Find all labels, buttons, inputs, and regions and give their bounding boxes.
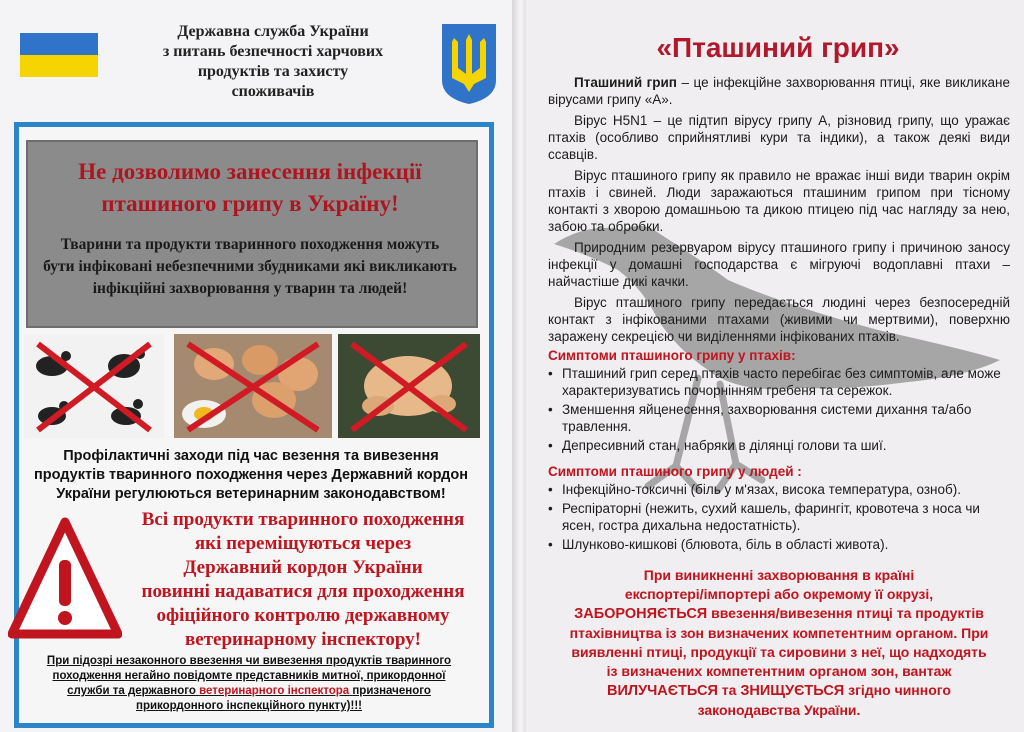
agency-line: продуктів та захисту <box>197 63 349 80</box>
prevention-line: України регулюються ветеринарним законодавством! <box>56 486 446 502</box>
notice-caps: ЗНИЩУЄТЬСЯ <box>740 683 845 699</box>
birds-symptoms-list <box>548 365 1010 456</box>
notice-text: ввезення/вивезення птиці та продуктів <box>707 605 984 621</box>
note-line: походження негайно повідомте представників митної, прикордонної <box>52 670 446 682</box>
list-item: • Інфекційно-токсичні (біль у м'язах, висока температура, озноб). <box>548 481 1010 498</box>
notice-line: офіційного контролю державному <box>156 605 450 626</box>
humans-symptoms-list <box>548 481 1010 555</box>
page-fold <box>512 0 526 732</box>
notice-text: та <box>717 682 741 698</box>
headline-line: пташиного грипу в Україну! <box>101 191 399 216</box>
notice-line: повинні надаватися для проходження <box>141 581 465 602</box>
notice-line: Державний кордон України <box>183 557 423 578</box>
note-line: прикордонного інспекційного пункту)!!! <box>136 700 362 712</box>
notice-line <box>548 681 1010 701</box>
ukraine-coat-of-arms <box>440 22 498 106</box>
notice-text: згідно чинного <box>844 682 951 698</box>
list-item: • Респіраторні (нежить, сухий кашель, фарингіт, кровотеча з носа чи ясен, гостра дихальна недостатність). <box>548 500 1010 534</box>
list-item: • Пташиний грип серед птахів часто перебігає без симптомів, але може характеризуватись почорнінням гребеня та сережок. <box>548 365 1010 399</box>
birds-symptoms-heading: Симптоми пташиного грипу у птахів: <box>548 348 796 363</box>
warning-text <box>36 234 464 300</box>
warning-line: інфікційні захворювання у тварин та людей! <box>92 280 408 297</box>
warning-line: Тварини та продукти тваринного походження можуть <box>60 236 440 253</box>
agency-line: споживачів <box>231 83 315 100</box>
agency-name <box>128 22 418 102</box>
paragraph <box>548 74 1010 108</box>
notice-caps: ВИЛУЧАЄТЬСЯ <box>607 683 718 699</box>
note-text: призначеного <box>352 685 431 697</box>
humans-symptoms-heading: Симптоми пташиного грипу у людей : <box>548 464 802 479</box>
list-item: • Шлунково-кишкові (блювота, біль в області живота). <box>548 536 1010 553</box>
description <box>548 74 1010 349</box>
prevention-line: Профілактичні заходи під час везення та вивезення <box>63 448 439 464</box>
paragraph: Природним резервуаром вірусу пташиного грипу і причиною заносу інфекції у домашні господарства є мігруючі водоплавні птахи – найчастіше дикі качки. <box>548 240 1010 289</box>
paragraph: Вірус H5N1 – це підтип вірусу грипу А, різновид грипу, що уражає птахів (особливо сприйнятливі кури та індики), а також деякі види ссавців. <box>548 113 1010 162</box>
list-item: • Зменшення яйценесення, захворювання системи дихання та/або травлення. <box>548 401 1010 435</box>
border-control-notice <box>122 508 484 652</box>
notice-line: виявленні птиці, продукції та сировини з неї, що надходять <box>571 644 987 660</box>
notice-line: птахівництва із зон визначених компетентним органом. При <box>569 625 989 641</box>
list-item: • Депресивний стан, набряки в ділянці голови та шиї. <box>548 437 1010 454</box>
notice-line: із визначених компетентним органом зон, вантаж <box>606 663 952 679</box>
chicken-carcass-photo <box>338 334 480 438</box>
headline <box>30 156 470 220</box>
headline-line: Не дозволимо занесення інфекції <box>78 159 422 184</box>
note-text: служби та державного <box>67 685 196 697</box>
note-line <box>14 684 484 699</box>
term-bold: Пташиний грип <box>574 75 677 90</box>
warning-triangle-icon <box>8 516 122 640</box>
eggs-photo <box>174 334 332 438</box>
notice-line: експортері/імпортері або окремому її окрузі, <box>624 586 934 602</box>
prevention-text <box>24 447 478 504</box>
agency-line: з питань безпечності харчових <box>162 43 384 60</box>
prevention-line: продуктів тваринного походження через Державний кордон <box>34 467 468 483</box>
warning-line: бути інфіковані небезпечними збудниками які викликають <box>43 258 457 275</box>
note-highlight: ветеринарного інспектора <box>199 685 350 697</box>
notice-line: які переміщуються через <box>194 533 412 554</box>
note-line: При підозрі незаконного ввезення чи вивезення продуктів тваринного <box>46 655 452 667</box>
notice-line: ветеринарному інспектору! <box>185 629 421 650</box>
paragraph: Вірус пташиного грипу як правило не вражає інші види тварин окрім птахів і свиней. Люди заражаються пташиним грипом при тісному контакті з хворою домашньою та дикою птицею під час нагляду за нею, забою та обробки. <box>548 168 1010 234</box>
notice-line: При виникненні захворювання в країні <box>643 567 915 583</box>
page-title: «Пташиний грип» <box>656 32 900 63</box>
term-definition: – це інфекційне захворювання птиці, яке викликане вірусами грипу «А». <box>548 75 1010 107</box>
paragraph: Вірус пташиного грипу передається людині через безпосередній контакт з інфікованими птахами (живими чи мертвими), поверхню заражену секрецією чи виділеннями інфікованих птахів. <box>548 295 1010 344</box>
agency-line: Державна служба України <box>177 23 369 40</box>
notice-line: Всі продукти тваринного походження <box>141 509 465 530</box>
report-instruction <box>14 654 484 714</box>
poultry-photo <box>24 334 164 438</box>
import-ban-notice <box>548 566 1010 720</box>
notice-caps: ЗАБОРОНЯЄТЬСЯ <box>574 606 708 622</box>
ukraine-flag <box>20 33 98 77</box>
notice-line: законодавства України. <box>697 702 861 718</box>
notice-line <box>548 604 1010 624</box>
